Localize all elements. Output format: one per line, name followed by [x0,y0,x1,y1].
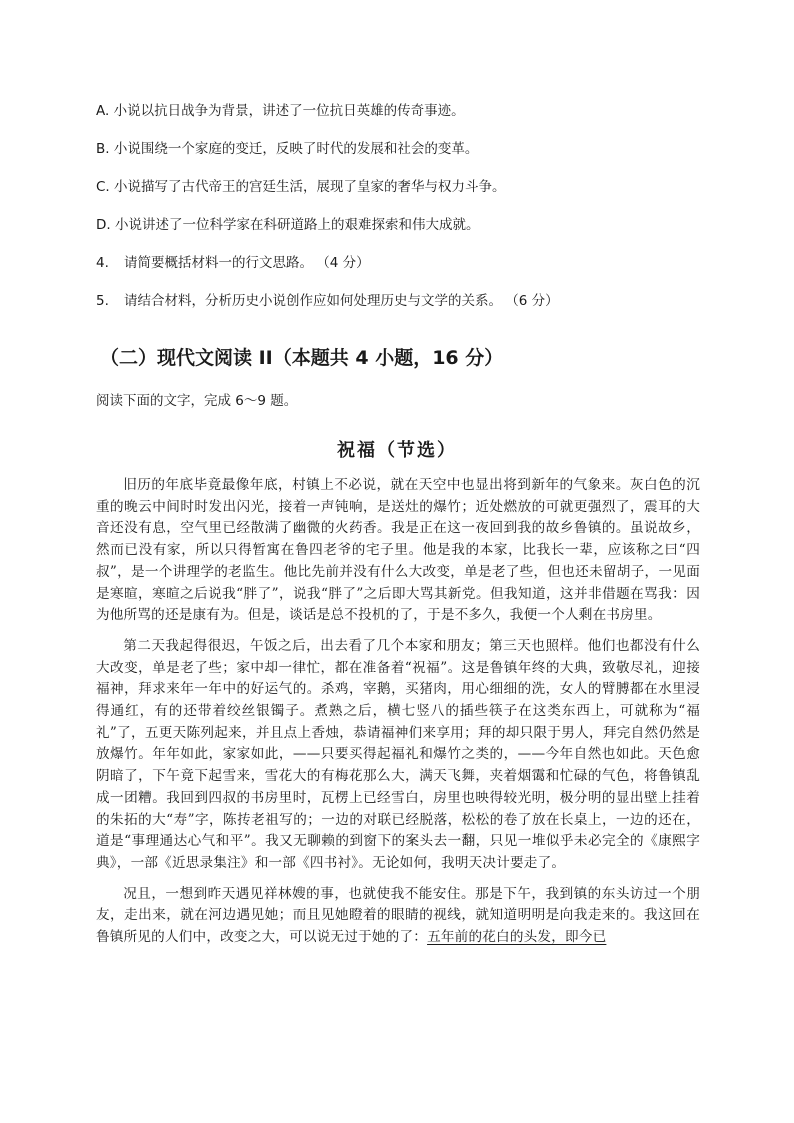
passage-title: 祝福（节选） [337,440,457,461]
question-4-text: 请简要概括材料一的行文思路。 [124,255,313,271]
option-d: D. 小说讲述了一位科学家在科研道路上的艰难探索和伟大成就。 [96,217,480,233]
question-5 [96,291,559,311]
option-b: B. 小说围绕一个家庭的变迁，反映了时代的发展和社会的变革。 [96,141,479,157]
question-5-score: （6 分） [512,293,559,309]
question-5-text: 请结合材料，分析历史小说创作应如何处理历史与文学的关系。 [124,293,502,309]
underlined-excerpt: 五年前的花白的头发，即今已 [427,929,607,946]
passage-body [96,475,700,958]
passage-paragraph-3-text: 况且，一想到昨天遇见祥林嫂的事，也就使我不能安住。那是下午，我到镇的东头访过一个朋友，走出来，就在河边遇见她；而且见她瞪着的眼睛的视线，就知道明明是向我走来的。我这回在鲁镇所见的人们中，改变之大，可以说无过于她的了： [96,885,700,946]
question-4-number: 4. [96,255,109,271]
passage-paragraph-3 [96,884,700,949]
section-heading: （二）现代文阅读 II（本题共 4 小题，16 分） [100,347,504,369]
option-c: C. 小说描写了古代帝王的宫廷生活，展现了皇家的奢华与权力斗争。 [96,179,506,195]
reading-instruction: 阅读下面的文字，完成 6～9 题。 [96,393,298,409]
passage-paragraph-2: 第二天我起得很迟，午饭之后，出去看了几个本家和朋友；第三天也照样。他们也都没有什么大改变，单是老了些；家中却一律忙，都在准备着“祝福”。这是鲁镇年终的大典，致敬尽礼，迎接福神，拜求来年一年中的好运气的。杀鸡，宰鹅，买猪肉，用心细细的洗，女人的臂膊都在水里浸得通红，有的还带着绞丝银镯子。煮熟之后，横七竖八的插些筷子在这类东西上，可就称为“福礼”了，五更天陈列起来，并且点上香烛，恭请福神们来享用；拜的却只限于男人，拜完自然仍然是放爆竹。年年如此，家家如此，——只要买得起福礼和爆竹之类的，——今年自然也如此。天色愈阴暗了，下午竟下起雪来，雪花大的有梅花那么大，满天飞舞，夹着烟霭和忙碌的气色，将鲁镇乱成一团糟。我回到四叔的书房里时，瓦楞上已经雪白，房里也映得较光明，极分明的显出壁上挂着的朱拓的大“寿”字，陈抟老祖写的；一边的对联已经脱落，松松的卷了放在长桌上，一边的还在，道是“事理通达心气和平”。我又无聊赖的到窗下的案头去一翻，只见一堆似乎未必完全的《康熙字典》，一部《近思录集注》和一部《四书衬》。无论如何，我明天决计要走了。 [96,637,700,871]
passage-paragraph-1: 旧历的年底毕竟最像年底，村镇上不必说，就在天空中也显出将到新年的气象来。灰白色的沉重的晚云中间时时发出闪光，接着一声钝响，是送灶的爆竹；近处燃放的可就更强烈了，震耳的大音还没有息，空气里已经散满了幽微的火药香。我是正在这一夜回到我的故乡鲁镇的。虽说故乡，然而已没有家，所以只得暂寓在鲁四老爷的宅子里。他是我的本家，比我长一辈，应该称之曰“四叔”，是一个讲理学的老监生。他比先前并没有什么大改变，单是老了些，但也还未留胡子，一见面是寒暄，寒暄之后说我“胖了”，说我“胖了”之后即大骂其新党。但我知道，这并非借题在骂我：因为他所骂的还是康有为。但是，谈话是总不投机的了，于是不多久，我便一个人剩在书房里。 [96,477,700,624]
question-5-number: 5. [96,293,109,309]
question-4 [96,253,370,273]
option-a: A. 小说以抗日战争为背景，讲述了一位抗日英雄的传奇事迹。 [96,103,465,119]
question-4-score: （4 分） [323,255,370,271]
